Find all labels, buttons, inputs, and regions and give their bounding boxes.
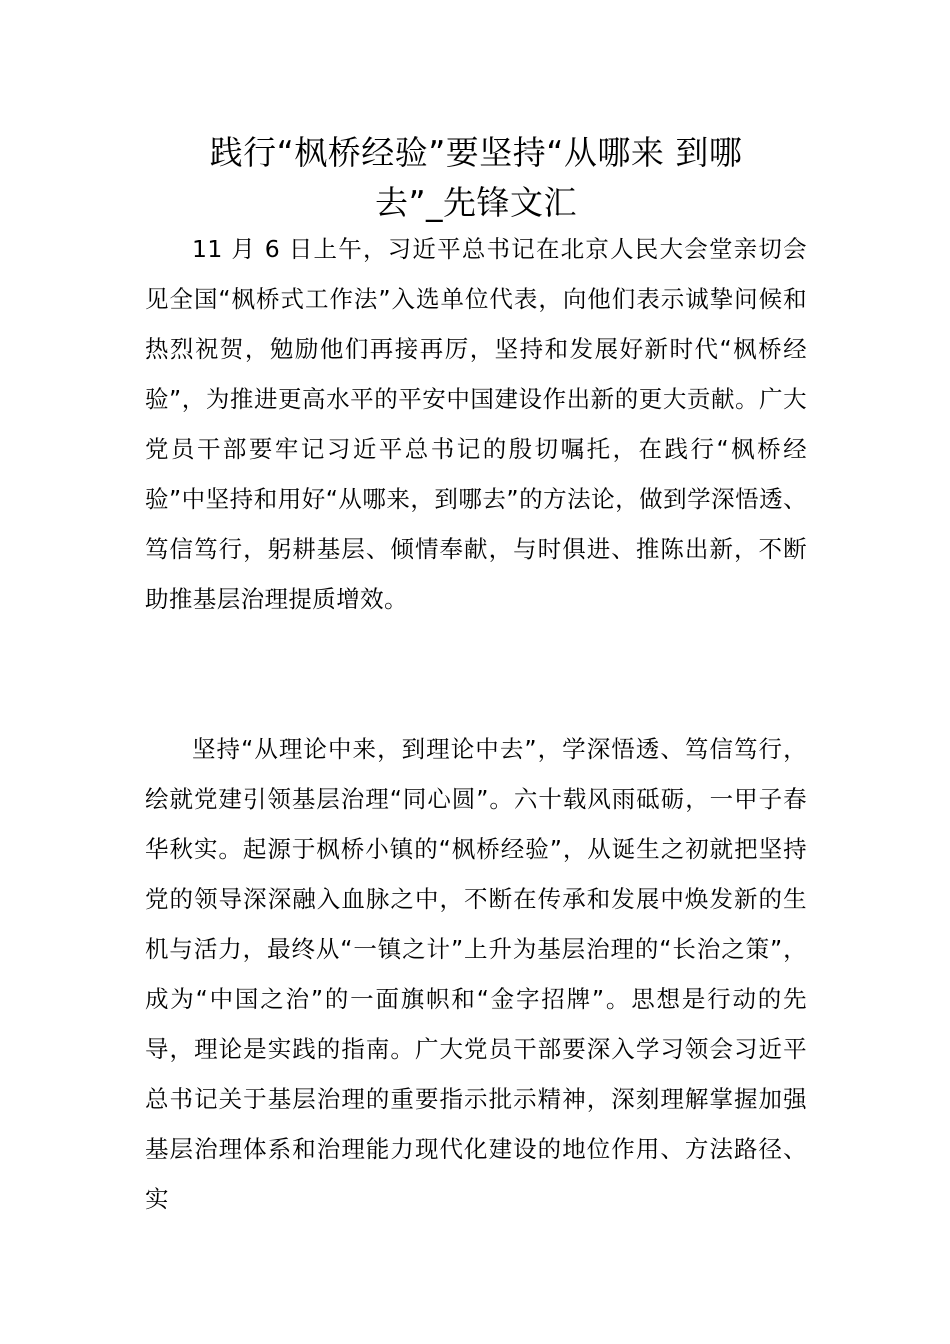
body-paragraph-2: 坚持“从理论中来，到理论中去”，学深悟透、笃信笃行，绘就党建引领基层治理“同心圆”。六十载风雨砥砺，一甲子春华秋实。起源于枫桥小镇的“枫桥经验”，从诞生之初就把坚持党的领导深深融入血脉之中，不断在传承和发展中焕发新的生机与活力，最终从“一镇之计”上升为基层治理的“长治之策”，成为“中国之治”的一面旗帜和“金字招牌”。思想是行动的先导，理论是实践的指南。广大党员干部要深入学习领会习近平总书记关于基层治理的重要指示批示精神，深刻理解掌握加强基层治理体系和治理能力现代化建设的地位作用、方法路径、实: [145, 735, 807, 1213]
body-paragraph-1: 11 月 6 日上午，习近平总书记在北京人民大会堂亲切会见全国“枫桥式工作法”入选单位代表，向他们表示诚挚问候和热烈祝贺，勉励他们再接再厉，坚持和发展好新时代“枫桥经验”，为推进更高水平的平安中国建设作出新的更大贡献。广大党员干部要牢记习近平总书记的殷切嘱托，在践行“枫桥经验”中坚持和用好“从哪来，到哪去”的方法论，做到学深悟透、笃信笃行，躬耕基层、倾情奉献，与时俱进、推陈出新，不断助推基层治理提质增效。: [145, 235, 807, 613]
title-line-2: 去”_先锋文汇: [374, 183, 578, 222]
document-title: [145, 128, 807, 228]
title-line-1: 践行“枫桥经验”要坚持“从哪来 到哪: [209, 133, 743, 172]
